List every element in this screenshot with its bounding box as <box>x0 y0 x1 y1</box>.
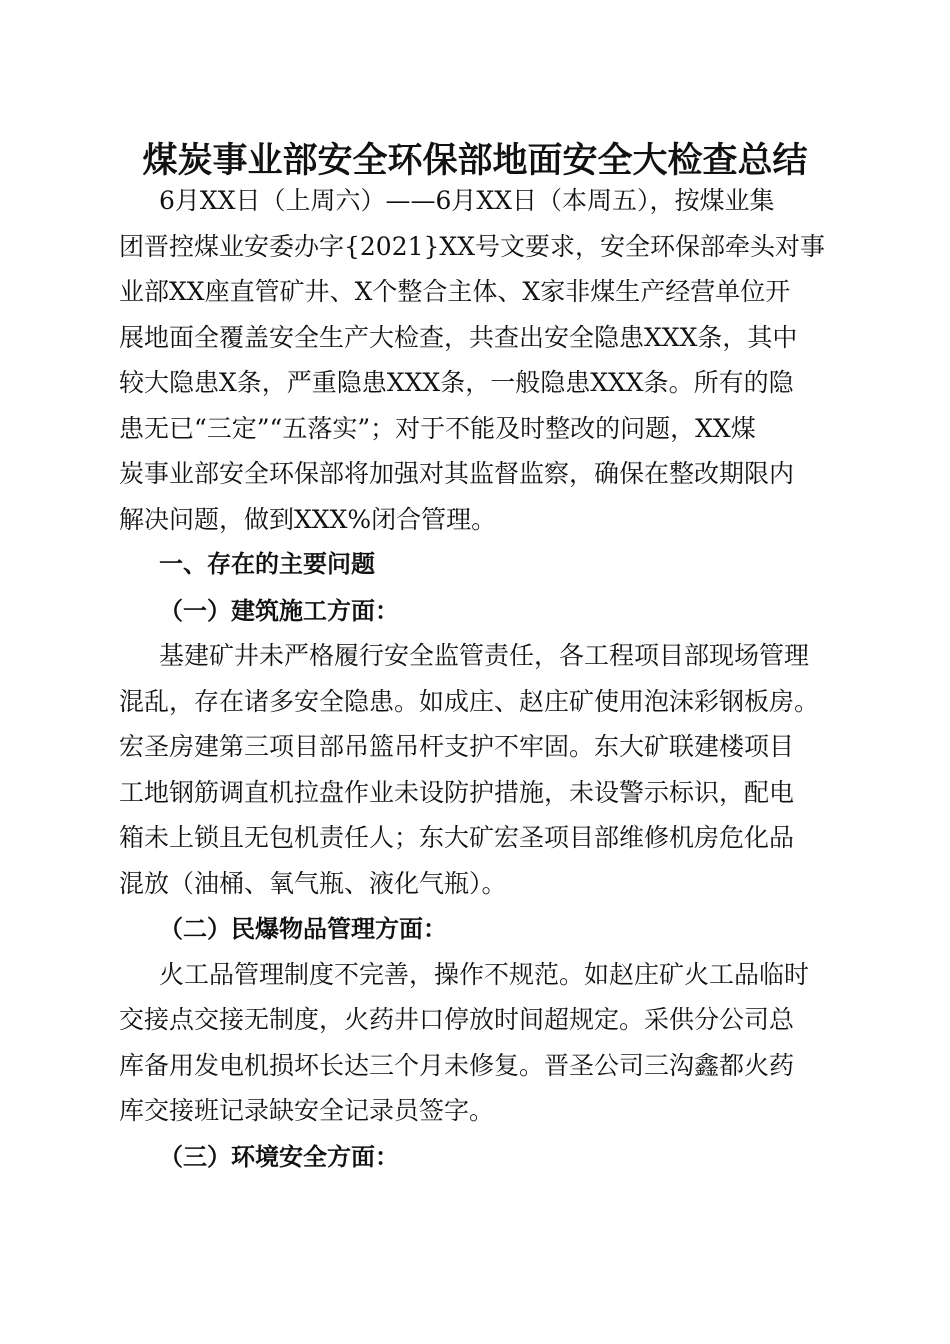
intro-line: 较大隐患X条，严重隐患XXX条，一般隐患XXX条。所有的隐 <box>119 368 794 397</box>
construction-line: 箱未上锁且无包机责任人；东大矿宏圣项目部维修机房危化品 <box>119 823 795 852</box>
construction-line: 混乱，存在诸多安全隐患。如成庄、赵庄矿使用泡沫彩钢板房。 <box>119 686 820 716</box>
intro-line: 炭事业部安全环保部将加强对其监督监察，确保在整改期限内 <box>119 459 795 488</box>
subsection-heading-construction: （一）建筑施工方面： <box>159 595 399 625</box>
document-title: 煤炭事业部安全环保部地面安全大检查总结 <box>142 140 808 181</box>
subsection-heading-explosives: （二）民爆物品管理方面： <box>159 914 447 943</box>
intro-line: 患无已“三定”“五落实”；对于不能及时整改的问题，XX煤 <box>119 413 756 443</box>
explosives-line: 交接点交接无制度，火药井口停放时间超规定。采供分公司总 <box>119 1005 795 1034</box>
construction-line: 工地钢筋调直机拉盘作业未设防护措施，未设警示标识，配电 <box>119 777 795 807</box>
explosives-line: 火工品管理制度不完善，操作不规范。如赵庄矿火工品临时 <box>159 959 810 989</box>
construction-line: 混放（油桶、氧气瓶、液化气瓶）。 <box>119 868 507 898</box>
construction-line: 基建矿井未严格履行安全监管责任，各工程项目部现场管理 <box>159 641 810 670</box>
document-body <box>119 178 839 1179</box>
intro-line: 业部XX座直管矿井、X个整合主体、X家非煤生产经营单位开 <box>119 277 791 306</box>
section-heading-problems: 一、存在的主要问题 <box>159 550 375 578</box>
intro-line: 6月XX日（上周六）——6月XX日（本周五），按煤业集 <box>159 186 775 215</box>
intro-line: 解决问题，做到XXX%闭合管理。 <box>119 504 497 534</box>
subsection-heading-environment: （三）环境安全方面： <box>159 1141 399 1171</box>
intro-line: 团晋控煤业安委办字{2021}XX号文要求，安全环保部牵头对事 <box>119 231 826 261</box>
construction-line: 宏圣房建第三项目部吊篮吊杆支护不牢固。东大矿联建楼项目 <box>119 732 795 761</box>
intro-line: 展地面全覆盖安全生产大检查，共查出安全隐患XXX条，其中 <box>119 322 798 352</box>
explosives-line: 库备用发电机损坏长达三个月未修复。晋圣公司三沟鑫都火药 <box>119 1050 795 1080</box>
explosives-line: 库交接班记录缺安全记录员签字。 <box>119 1096 495 1125</box>
